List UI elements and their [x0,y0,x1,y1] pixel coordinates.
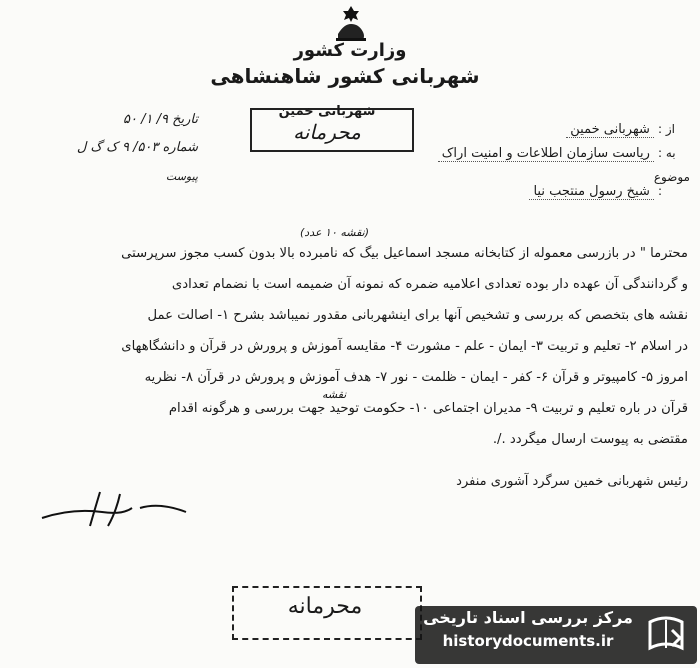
header-to [270,146,690,162]
ministry-title: وزارت کشور [293,40,407,61]
lion-and-sun-emblem-icon [330,4,372,44]
handwritten-note-map: نقشه [322,388,347,401]
handwritten-signature-icon [40,488,190,530]
body-line-4: در اسلام ۲- تعلیم و تربیت ۳- ایمان - علم - مشورت ۴- مقایسه آموزش و پرورش در قرآن و دانشگاههای [121,339,688,354]
body-line-5: امروز ۵- کامپیوتر و قرآن ۶- کفر - ایمان - ظلمت - نور ۷- هدف آموزش و پرورش در قرآن ۸- نظریه [144,370,688,385]
watermark-url[interactable]: historydocuments.ir [442,632,614,650]
body-line-2: و گردانندگی آن عهده دار بوده تعدادی اعلامیه ضمره که نمونه آن ضمیمه است با نضمام تعدادی [171,277,688,292]
header-from [270,122,690,138]
watermark-title: مرکز بررسی اسناد تاریخی [423,608,633,627]
subject-value: شیخ رسول منتجب نیا [529,184,653,200]
bottom-stamp-confidential: محرمانه [287,594,363,619]
police-title: شهربانی کشور شاهنشاهی [210,64,480,88]
stamp-station-name: شهربانی خمین [278,104,376,119]
letter-number: شماره ۵۰۳/ ۹ ک گ ل [76,140,198,155]
from-label: از : [658,122,675,136]
body-line-7: مقتضی به پیوست ارسال میگردد ./. [492,432,688,447]
stamp-confidential: محرمانه [293,120,361,144]
from-value: شهربانی خمین [566,122,654,138]
to-value: ریاست سازمان اطلاعات و امنیت اراک [438,146,654,162]
body-line-6: قرآن در باره تعلیم و تربیت ۹- مدیران اجتماعی ۱۰- حکومت توحید جهت بررسی و هرگونه اقدام [168,401,688,416]
to-label: به : [658,146,676,160]
history-documents-logo-icon [642,612,690,658]
subject-label: موضوع : [653,170,690,198]
body-line-1: محترما " در بازرسی معموله از کتابخانه مسجد اسماعیل بیگ که نامبرده بالا بدون کسب مجوز سرپرستی [121,246,688,261]
header-subject [270,170,690,200]
handwritten-note-maps: (نقشه ۱۰ عدد) [300,226,369,239]
letter-date: تاریخ ۹/ ۱/ ۵۰ [123,112,198,127]
signatory-title: رئیس شهربانی خمین سرگرد آشوری منفرد [456,474,688,489]
body-line-3: نقشه های بتخصص که بررسی و تشخیص آنها برای اینشهربانی مقدور نمیباشد بشرح ۱- اصالت عمل [147,308,688,323]
letter-attachment: پیوست [165,170,198,183]
